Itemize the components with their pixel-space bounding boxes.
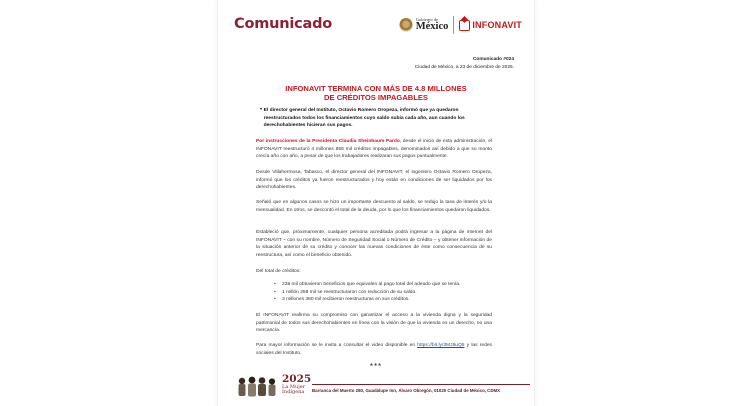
list-item-text: 3 millones 360 mil recibieron reestructuras en sus créditos. xyxy=(282,297,410,303)
headline-line: DE CRÉDITOS IMPAGABLES xyxy=(324,93,428,102)
paragraph-3: Señaló que en algunos casos se hizo un importante descuento al saldo, se redujo la tasa de interés y/o la mensualidad. En otros, se descontó el total de la deuda, por lo que los financiamientos quedaron liquidados. xyxy=(256,200,492,213)
list-item-text: 238 mil obtuvieron beneficios que equivalen al pago total del adeudo que se tenía. xyxy=(282,282,461,287)
infonavit-house-icon xyxy=(459,20,470,31)
list-item xyxy=(274,289,492,297)
paragraph-7 xyxy=(256,342,492,357)
bullet-icon: • xyxy=(260,107,263,113)
lead-summary xyxy=(260,107,486,130)
page-footer xyxy=(234,372,530,402)
coat-of-arms-icon xyxy=(399,18,413,32)
press-release-page xyxy=(218,0,534,406)
document-title: Comunicado xyxy=(234,16,333,32)
gobierno-mexico-logo xyxy=(416,18,449,33)
gobierno-label: Gobierno de xyxy=(415,16,439,22)
list-item xyxy=(274,281,492,289)
credit-totals-list xyxy=(274,281,492,304)
release-meta xyxy=(415,56,514,71)
headline-line: INFONAVIT TERMINA CON MÁS DE 4.8 MILLONES xyxy=(285,84,467,93)
paragraph-1 xyxy=(256,138,492,161)
bullet-icon: • xyxy=(274,282,276,287)
paragraph-4: Estableció que, próximamente, cualquier persona acreditada podrá ingresar a la página de internet del INFONAVIT – con su nombre, Número de Seguridad Social o Número de Crédito – y obtener información de la situación anterior de su crédito y conocer las nuevas condiciones de éste como consecuencia de su reestructura, así como el beneficio obtenido. xyxy=(256,230,492,258)
indigenous-women-illustration-icon xyxy=(236,374,278,398)
release-number: Comunicado #024 xyxy=(472,57,514,62)
logo-divider xyxy=(453,16,454,34)
bullet-icon: • xyxy=(274,297,276,303)
paragraph-text: Para mayor información se le invita a consultar el video disponible en xyxy=(256,343,418,348)
tagline-line: La Mujer xyxy=(282,383,306,390)
year-label: 2025 xyxy=(282,373,312,385)
paragraph-text: , desde el inicio de esta administración, el INFONAVIT reestructuró 4 millones 856 mil créditos impagables, denominados así debido a que su monto crecía año con año, a pesar de que los trabajadores realizaran sus pagos puntualmente. xyxy=(256,139,493,160)
release-date: Ciudad de México, a 23 de diciembre de 2025. xyxy=(414,64,514,70)
commemorative-year-mark xyxy=(282,374,311,395)
video-link[interactable]: https://bit.ly/3MJ5uQ5 xyxy=(417,343,465,348)
bullet-icon: • xyxy=(274,289,276,295)
mexico-label: México xyxy=(415,21,449,32)
infonavit-logo-text: INFONAVIT xyxy=(472,20,522,30)
lead-text: El director general del Instituto, Octavio Romero Oropeza, informó que ya quedaron reestructurados todos los financiamientos cuyo saldo subía cada año, aun cuando los derechohabientes hicieran sus pagos. xyxy=(263,108,465,128)
end-mark: *** xyxy=(369,362,383,371)
list-item xyxy=(274,296,492,304)
paragraph-text: y las redes sociales del Instituto. xyxy=(256,343,492,356)
institution-logos xyxy=(399,14,522,36)
paragraph-2: Desde Villahermosa, Tabasco, el director general del INFONAVIT, el ingeniero Octavio Romero Oropeza, informó que los créditos ya fueron reestructurados y hoy están en condiciones de ser liquidados por los derechohabientes. xyxy=(256,170,492,191)
list-item-text: 1 millón 258 mil se reestructuraron con reducción de su saldo. xyxy=(282,289,417,295)
footer-divider xyxy=(312,384,530,385)
tagline-line: Indígena xyxy=(282,388,305,395)
headline xyxy=(258,84,494,102)
paragraph-6: El INFONAVIT reafirma su compromiso con garantizar el acceso a la vivienda digna y la seguridad patrimonial de todos sus derechohabientes en línea con la visión de que la vivienda es un derecho, no una mercancía. xyxy=(256,313,492,334)
highlighted-phrase: Por instrucciones de la Presidenta Claudia Sheinbaum Pardo xyxy=(256,139,400,144)
paragraph-5: Del total de créditos: xyxy=(256,269,301,274)
footer-address: Barranca del Muerto 280, Guadalupe Inn, Álvaro Obregón, 01020 Ciudad de México, CDMX xyxy=(312,388,501,393)
